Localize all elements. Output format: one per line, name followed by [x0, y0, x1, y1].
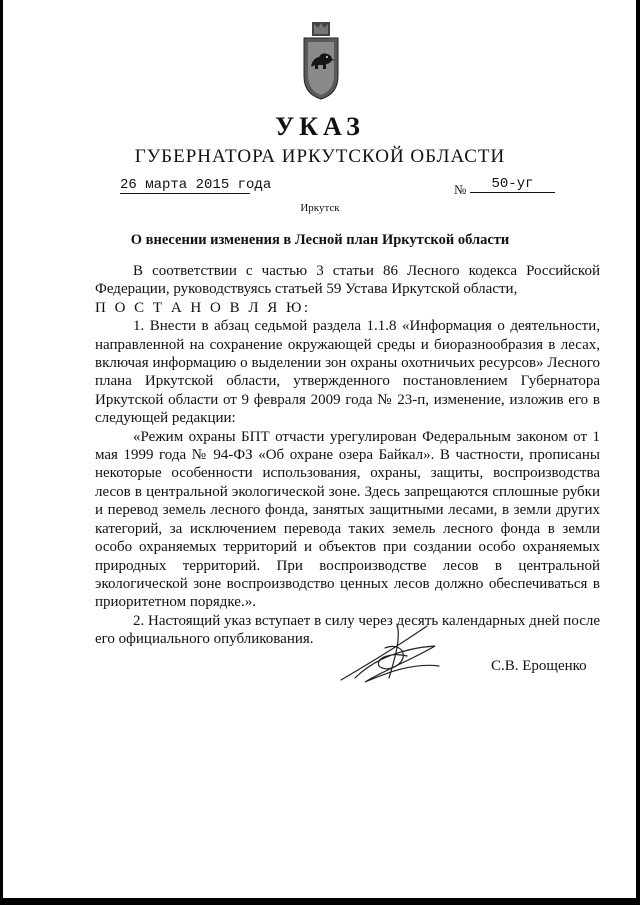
item-1-paragraph: 1. Внести в абзац седьмой раздела 1.1.8 «Информация о деятельности, направленной на сохранение окружающей среды и биоразнообразия в лесах, включая информацию о выделении зон охраны охотничьих ресурсов» Лесного плана Иркутской области, утвержденного постановлением Губернатора Иркутской области от 9 февраля 2009 года № 23-п, изменение, изложив его в следующей редакции:	[95, 318, 600, 427]
number-sign: №	[454, 182, 467, 197]
document-body	[95, 262, 600, 649]
item-2-paragraph: 2. Настоящий указ вступает в силу через десять календарных дней после его официального опубликования.	[95, 612, 600, 648]
preamble-paragraph: В соответствии с частью 3 статьи 86 Лесного кодекса Российской Федерации, руководствуясь статьей 59 Устава Иркутской области,	[95, 263, 600, 298]
issuer-line: ГУБЕРНАТОРА ИРКУТСКОЙ ОБЛАСТИ	[134, 146, 506, 167]
document-subject: О внесении изменения в Лесной план Иркутской области	[130, 232, 510, 248]
scan-edge-bottom	[0, 898, 640, 905]
signer-name: С.В. Ерощенко	[491, 658, 587, 674]
coat-of-arms-icon	[302, 22, 340, 100]
handwritten-signature-icon	[335, 618, 445, 688]
city-line: Иркутск	[300, 202, 340, 214]
quoted-text-paragraph: «Режим охраны БПТ отчасти урегулирован Федеральным законом от 1 мая 1999 года № 94-ФЗ «Об охране озера Байкал». В частности, прописаны некоторые особенности использования, охраны, защиты, воспроизводства лесов в центральной экологической зоне. Здесь запрещаются сплошные рубки и перевод земель лесного фонда, занятых защитными лесами, в земли других категорий, за исключением перевода таких земель лесного фонда в земли особо охраняемых территорий и объектов при создании особо охраняемых природных территорий. При воспроизводстве лесов в центральной экологической зоне воспроизводство ценных лесов должно обеспечиваться в приоритетном порядке.».	[95, 428, 600, 611]
document-date: 26 марта 2015 года	[120, 177, 272, 193]
document-title: УКАЗ	[275, 112, 365, 141]
document-number: 50-уг	[470, 176, 555, 193]
decree-word: П О С Т А Н О В Л Я Ю:	[95, 299, 311, 316]
